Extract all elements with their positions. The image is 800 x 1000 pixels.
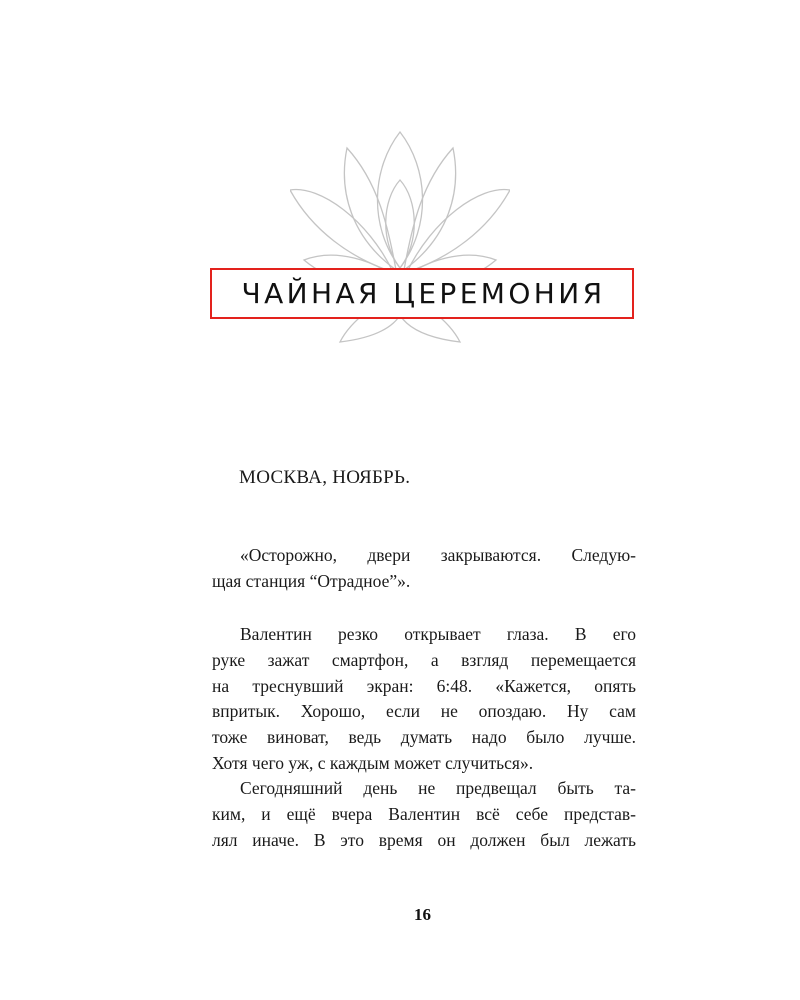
text-line: тоже виноват, ведь думать надо было лучше. xyxy=(212,727,636,748)
text-line: «Осторожно, двери закрываются. Следую- xyxy=(240,545,636,565)
text-line: на треснувший экран: 6:48. «Кажется, опять xyxy=(212,675,636,696)
paragraph-1 xyxy=(212,543,636,595)
text-line: Сегодняшний день не предвещал быть та- xyxy=(240,778,636,798)
paragraph-3 xyxy=(212,776,636,853)
text-line: впритык. Хорошо, если не опоздаю. Ну сам xyxy=(212,701,636,722)
page-number: 16 xyxy=(414,905,431,924)
chapter-title: ЧАЙНАЯ ЦЕРЕМОНИЯ xyxy=(241,277,606,310)
text-line: Валентин резко открывает глаза. В его xyxy=(240,624,636,644)
section-heading: МОСКВА, НОЯБРЬ. xyxy=(239,467,411,488)
text-line: лял иначе. В это время он должен был лежать xyxy=(212,829,636,850)
text-line: ким, и ещё вчера Валентин всё себе представ- xyxy=(212,803,636,824)
text-line: Хотя чего уж, с каждым может случиться». xyxy=(212,752,534,773)
chapter-title-frame xyxy=(210,268,634,319)
text-line: щая станция “Отрадное”». xyxy=(212,570,411,591)
text-line: руке зажат смартфон, а взгляд перемещается xyxy=(212,649,636,670)
paragraph-2 xyxy=(212,622,636,777)
